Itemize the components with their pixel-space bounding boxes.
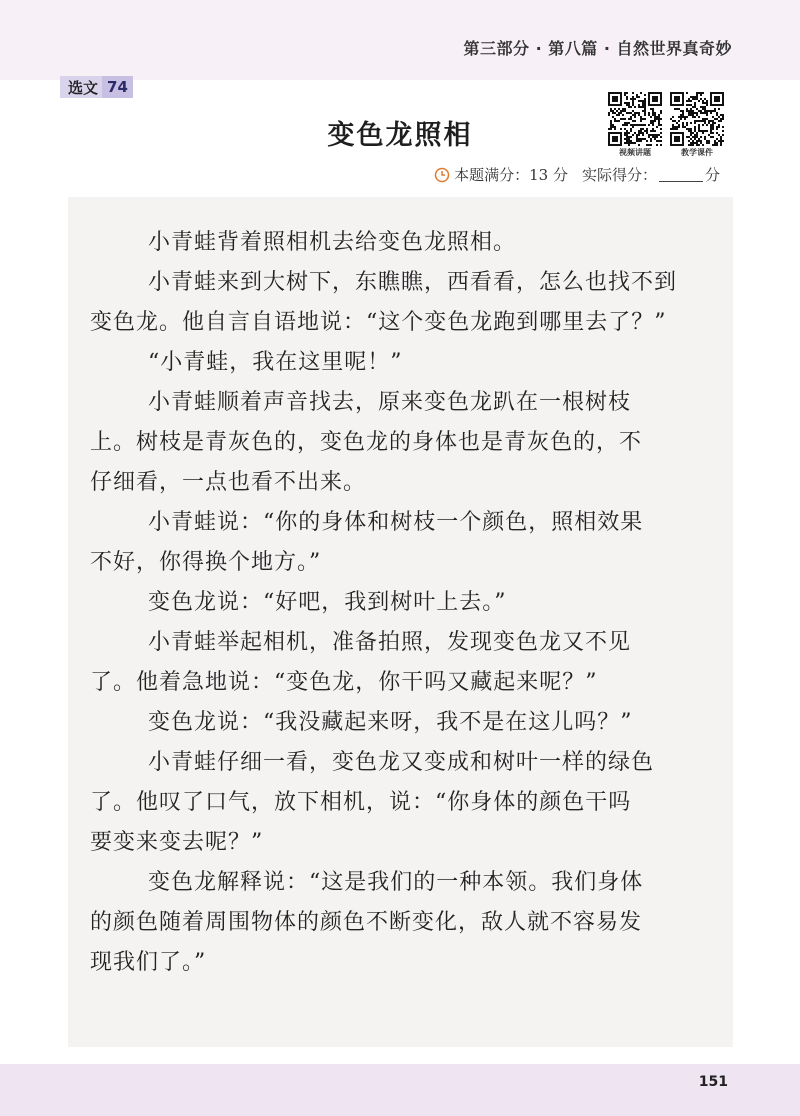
- passage-paragraph: [68, 503, 733, 583]
- badge-label: 选文: [60, 76, 102, 98]
- passage-line: 小青蛙仔细一看，变色龙又变成和树叶一样的绿色: [148, 750, 655, 775]
- passage-line: 不好，你得换个地方。”: [90, 550, 322, 575]
- selection-badge: [60, 76, 133, 98]
- actual-score-label: 实际得分：: [581, 166, 657, 184]
- passage-paragraph: [68, 623, 733, 703]
- full-score: 本题满分：13 分: [454, 166, 568, 184]
- passage-line: 了。他着急地说：“变色龙，你干吗又藏起来呢？”: [90, 670, 598, 695]
- qr-courseware[interactable]: [670, 92, 724, 158]
- reading-passage: [68, 197, 733, 1047]
- passage-line: 变色龙说：“我没藏起来呀，我不是在这儿吗？”: [148, 710, 633, 735]
- qr-caption: 教学课件: [681, 148, 713, 157]
- page-title: 变色龙照相: [327, 120, 473, 151]
- passage-paragraph: [68, 743, 733, 863]
- qr-caption: 视频讲题: [619, 148, 651, 157]
- passage-paragraph: [68, 263, 733, 343]
- actual-score-blank[interactable]: [659, 167, 703, 182]
- passage-line: 上。树枝是青灰色的，变色龙的身体也是青灰色的，不: [90, 430, 643, 455]
- passage-line: 小青蛙顺着声音找去，原来变色龙趴在一根树枝: [148, 390, 632, 415]
- page-number: 151: [698, 1074, 728, 1090]
- passage-paragraph: [68, 223, 733, 263]
- passage-paragraph: [68, 583, 733, 623]
- passage-paragraph: [68, 383, 733, 503]
- passage-line: 现我们了。”: [90, 950, 207, 975]
- passage-line: “小青蛙，我在这里呢！”: [148, 350, 403, 375]
- passage-line: 小青蛙举起相机，准备拍照，发现变色龙又不见: [148, 630, 632, 655]
- score-line: [434, 164, 720, 185]
- passage-line: 要变来变去呢？”: [90, 830, 264, 855]
- passage-line: 的颜色随着周围物体的颜色不断变化，敌人就不容易发: [90, 910, 643, 935]
- passage-paragraph: [68, 863, 733, 983]
- passage-line: 变色龙。他自言自语地说：“这个变色龙跑到哪里去了？”: [90, 310, 667, 335]
- passage-line: 小青蛙来到大树下，东瞧瞧，西看看，怎么也找不到: [148, 270, 678, 295]
- page-footer: [0, 1064, 800, 1116]
- passage-line: 小青蛙说：“你的身体和树枝一个颜色，照相效果: [148, 510, 644, 535]
- section-title: 第三部分 · 第八篇 · 自然世界真奇妙: [463, 39, 732, 58]
- qr-code-icon: [608, 92, 662, 146]
- passage-paragraph: [68, 703, 733, 743]
- passage-line: 仔细看，一点也看不出来。: [90, 470, 367, 495]
- passage-line: 小青蛙背着照相机去给变色龙照相。: [148, 230, 517, 255]
- passage-line: 变色龙说：“好吧，我到树叶上去。”: [148, 590, 507, 615]
- passage-line: 变色龙解释说：“这是我们的一种本领。我们身体: [148, 870, 644, 895]
- qr-video[interactable]: [608, 92, 662, 158]
- passage-paragraph: [68, 343, 733, 383]
- actual-score-unit: 分: [704, 166, 720, 184]
- badge-number: 74: [102, 76, 133, 98]
- qr-code-icon: [670, 92, 724, 146]
- clock-icon: [434, 167, 450, 183]
- passage-line: 了。他叹了口气，放下相机，说：“你身体的颜色干吗: [90, 790, 632, 815]
